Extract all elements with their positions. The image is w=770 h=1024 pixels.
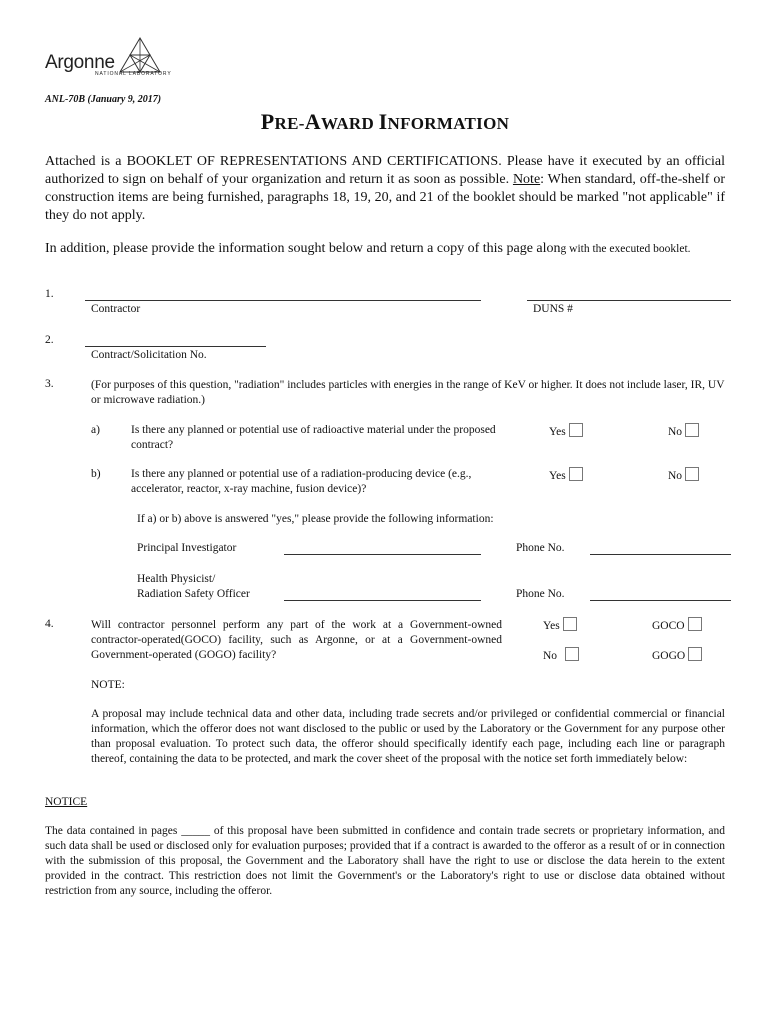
contract-label: Contract/Solicitation No. <box>91 349 207 361</box>
question-3-text: (For purposes of this question, "radiation" includes particles with energies in the range of KeV or higher. It does not include laser, IR, UV or microwave radiation.) <box>91 379 725 406</box>
q4-goco-checkbox[interactable] <box>688 617 702 631</box>
question-4-text: Will contractor personnel perform any part of the work at a Government-owned contractor-operated(GOCO) facility, such as Argonne, or at a Government-owned Government-operated (GOGO) facility? <box>91 619 502 661</box>
note-text: A proposal may include technical data and other data, including trade secrets and/or privileged or confidential commercial or financial information, which the offeror does not want disclosed to the public or used by the Laboratory or the Government for any purpose other than proposal evaluation. To protect such data, the offeror should specifically identify each page, including each line or paragraph thereof, containing the data to be protected, and mark the cover sheet of the proposal with the notice set forth immediately below: <box>91 708 725 765</box>
q3b-no-checkbox[interactable] <box>685 467 699 481</box>
notice-label: NOTICE <box>45 796 88 808</box>
q3b-yes-option[interactable]: Yes <box>549 467 583 482</box>
hp-field[interactable] <box>284 600 481 601</box>
q4-goco-option[interactable]: GOCO <box>652 617 702 632</box>
q3b-yes-checkbox[interactable] <box>569 467 583 481</box>
question-3b-text: Is there any planned or potential use of a radiation-producing device (e.g., accelerator, reactor, x-ray machine, fusion device)? <box>131 468 472 495</box>
duns-label: DUNS # <box>533 303 573 315</box>
form-id: ANL-70B (January 9, 2017) <box>45 94 162 105</box>
q3a-yes-option[interactable]: Yes <box>549 423 583 438</box>
q4-no-checkbox[interactable] <box>565 647 579 661</box>
q3a-no-checkbox[interactable] <box>685 423 699 437</box>
question-letter: a) <box>91 424 100 436</box>
q4-gogo-checkbox[interactable] <box>688 647 702 661</box>
contractor-field[interactable] <box>85 300 481 301</box>
if-yes-instruction: If a) or b) above is answered "yes," please provide the following information: <box>137 513 494 525</box>
q4-goco-yes-checkbox[interactable] <box>563 617 577 631</box>
note-label: NOTE: <box>91 679 125 691</box>
q4-goco-yes-option[interactable]: Yes <box>543 617 577 632</box>
pi-phone-field[interactable] <box>590 554 731 555</box>
q4-gogo-no-option[interactable]: No <box>543 647 579 662</box>
argonne-logo-icon <box>118 36 162 76</box>
logo-name: Argonne <box>45 52 115 73</box>
item-number: 4. <box>45 618 54 630</box>
intro-paragraph-2: In addition, please provide the information sought below and return a copy of this page along with the executed booklet. <box>45 241 691 256</box>
item-number: 3. <box>45 378 54 390</box>
notice-text: The data contained in pages _____ of this proposal have been submitted in confidence and contain trade secrets or proprietary information, and such data shall be used or disclosed only for evaluation purposes; provided that if a contract is awarded to the offeror as a result of or in connection with the submission of this proposal, the Government and the Laboratory shall have the right to use or disclose the data herein to the extent provided in the contract. This restriction does not limit the Government's or the Laboratory's right to use or disclose data obtained without restriction from any source, including the offeror. <box>45 825 725 897</box>
contractor-label: Contractor <box>91 303 141 315</box>
q4-gogo-option[interactable]: GOGO <box>652 647 702 662</box>
page-title: PRE-AWARD INFORMATION <box>260 109 510 134</box>
q3b-no-option[interactable]: No <box>668 467 699 482</box>
hp-phone-label: Phone No. <box>516 588 565 600</box>
intro-paragraph: Attached is a BOOKLET OF REPRESENTATIONS AND CERTIFICATIONS. Please have it executed by an official authorized to sign on behalf of your organization and return it as soon as possible. Note: When standard, off-the-shelf or construction items are being furnished, paragraphs 18, 19, 20, and 21 of the booklet should be marked "not applicable" if they do not apply. <box>45 154 725 223</box>
hp-label-line2: Radiation Safety Officer <box>137 588 250 600</box>
question-3a-text: Is there any planned or potential use of radioactive material under the proposed contract? <box>131 424 496 451</box>
q3a-yes-checkbox[interactable] <box>569 423 583 437</box>
question-letter: b) <box>91 468 101 480</box>
item-number: 2. <box>45 334 54 346</box>
logo-subtitle: NATIONAL LABORATORY <box>95 71 172 77</box>
duns-field[interactable] <box>527 300 731 301</box>
hp-phone-field[interactable] <box>590 600 731 601</box>
item-number: 1. <box>45 288 54 300</box>
hp-label-line1: Health Physicist/ <box>137 573 216 585</box>
pi-label: Principal Investigator <box>137 542 237 554</box>
pi-phone-label: Phone No. <box>516 542 565 554</box>
q3a-no-option[interactable]: No <box>668 423 699 438</box>
pi-field[interactable] <box>284 554 481 555</box>
contract-number-field[interactable] <box>85 346 266 347</box>
